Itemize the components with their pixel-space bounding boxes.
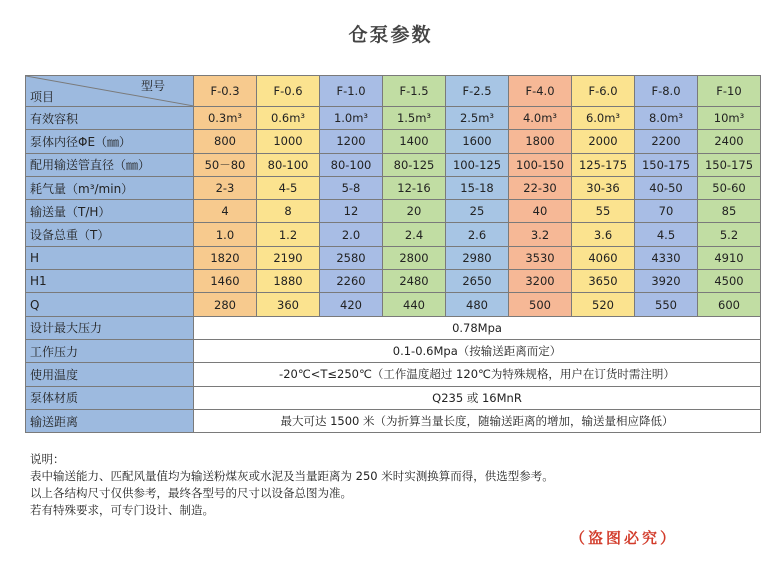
table-cell: 22-30 [509,176,572,199]
table-cell: 3530 [509,246,572,269]
table-cell: 3.6 [572,223,635,246]
table-cell: 80-100 [320,153,383,176]
table-cell: 2400 [698,130,761,153]
table-cell: 1880 [257,270,320,293]
table-row [26,293,761,316]
table-cell: 20 [383,200,446,223]
table-cell: 4910 [698,246,761,269]
table-cell: 280 [194,293,257,316]
table-cell: 5-8 [320,176,383,199]
table-cell: 8.0m³ [635,107,698,130]
table-row [26,246,761,269]
header-row [26,76,761,107]
table-row [26,130,761,153]
page-title: 仓泵参数 [348,24,433,46]
row-label: Q [26,293,194,316]
table-cell: 1000 [257,130,320,153]
table-cell: 2200 [635,130,698,153]
model-header: F-1.0 [320,76,383,107]
corner-model-label: 型号 [140,79,165,93]
model-header: F-0.6 [257,76,320,107]
model-header: F-4.0 [509,76,572,107]
table-cell: 1820 [194,246,257,269]
table-cell: 4-5 [257,176,320,199]
table-cell: 550 [635,293,698,316]
spanning-cell: 0.78Mpa [194,316,761,339]
table-cell: 80-100 [257,153,320,176]
table-cell: 150-175 [635,153,698,176]
table-cell: 1460 [194,270,257,293]
table-cell: 420 [320,293,383,316]
table-cell: 55 [572,200,635,223]
pump-spec-table [25,75,761,433]
table-cell: 500 [509,293,572,316]
table-cell: 520 [572,293,635,316]
spanning-cell: Q235 或 16MnR [194,386,761,409]
table-cell: 0.3m³ [194,107,257,130]
table-cell: 30-36 [572,176,635,199]
table-cell: 3650 [572,270,635,293]
table-cell: 8 [257,200,320,223]
table-row [26,107,761,130]
table-cell: 40 [509,200,572,223]
corner-item-label: 项目 [30,90,55,104]
model-header: F-10 [698,76,761,107]
table-cell: 2000 [572,130,635,153]
table-cell: 2.5m³ [446,107,509,130]
model-header: F-2.5 [446,76,509,107]
table-cell: 10m³ [698,107,761,130]
notes [30,451,554,519]
table-cell: 2480 [383,270,446,293]
table-cell: 50-60 [698,176,761,199]
table-cell: 5.2 [698,223,761,246]
table-cell: 85 [698,200,761,223]
table-cell: 4.5 [635,223,698,246]
row-label: 设备总重（T） [26,223,194,246]
table-cell: 100-125 [446,153,509,176]
table-cell: 2800 [383,246,446,269]
row-label: 泵体内径ΦE（㎜） [26,130,194,153]
note-line: 表中输送能力、匹配风量值均为输送粉煤灰或水泥及当量距离为 250 米时实测换算而得，供选型参考。 [30,469,554,483]
table-row [26,270,761,293]
spanning-cell: -20℃<T≤250℃（工作温度超过 120℃为特殊规格，用户在订货时需注明） [194,363,761,386]
model-header: F-6.0 [572,76,635,107]
model-header: F-1.5 [383,76,446,107]
row-label: 泵体材质 [26,386,194,409]
table-cell: 4060 [572,246,635,269]
table-cell: 2980 [446,246,509,269]
note-line: 说明： [30,452,65,466]
table-cell: 25 [446,200,509,223]
table-cell: 12-16 [383,176,446,199]
table-cell: 1.5m³ [383,107,446,130]
table-cell: 125-175 [572,153,635,176]
row-label: 输送距离 [26,409,194,432]
table-cell: 2190 [257,246,320,269]
table-cell: 360 [257,293,320,316]
table-cell: 800 [194,130,257,153]
table-cell: 12 [320,200,383,223]
table-cell: 150-175 [698,153,761,176]
table-cell: 2580 [320,246,383,269]
table-cell: 1.0 [194,223,257,246]
table-cell: 40-50 [635,176,698,199]
corner-cell [26,76,194,107]
table-cell: 15-18 [446,176,509,199]
table-row [26,200,761,223]
table-cell: 80-125 [383,153,446,176]
table-row [26,176,761,199]
row-label: H1 [26,270,194,293]
model-header: F-0.3 [194,76,257,107]
table-cell: 1.0m³ [320,107,383,130]
table-cell: 440 [383,293,446,316]
table-cell: 4 [194,200,257,223]
table-row [26,363,761,386]
table-cell: 1.2 [257,223,320,246]
table-row [26,386,761,409]
table-cell: 2650 [446,270,509,293]
table-cell: 50－80 [194,153,257,176]
row-label: 工作压力 [26,339,194,362]
table-cell: 6.0m³ [572,107,635,130]
table-cell: 4.0m³ [509,107,572,130]
table-row [26,316,761,339]
table-cell: 0.6m³ [257,107,320,130]
table-cell: 3200 [509,270,572,293]
table-cell: 2.0 [320,223,383,246]
note-line: 若有特殊要求，可专门设计、制造。 [30,503,214,517]
table-row [26,409,761,432]
table-cell: 3920 [635,270,698,293]
row-label: 耗气量（m³/min） [26,176,194,199]
row-label: 配用输送管直径（㎜） [26,153,194,176]
table-cell: 600 [698,293,761,316]
table-cell: 70 [635,200,698,223]
row-label: 有效容积 [26,107,194,130]
table-row [26,153,761,176]
table-row [26,339,761,362]
table-cell: 1800 [509,130,572,153]
row-label: 使用温度 [26,363,194,386]
table-cell: 480 [446,293,509,316]
table-cell: 2260 [320,270,383,293]
table-cell: 3.2 [509,223,572,246]
row-label: 设计最大压力 [26,316,194,339]
note-line: 以上各结构尺寸仅供参考，最终各型号的尺寸以设备总图为准。 [30,486,352,500]
table-cell: 2-3 [194,176,257,199]
table-body [26,76,761,433]
table-cell: 4330 [635,246,698,269]
table-cell: 4500 [698,270,761,293]
spanning-cell: 最大可达 1500 米（为折算当量长度，随输送距离的增加，输送量相应降低） [194,409,761,432]
model-header: F-8.0 [635,76,698,107]
table-cell: 1600 [446,130,509,153]
copyright-stamp: （盗图必究） [570,529,679,547]
spanning-cell: 0.1-0.6Mpa（按输送距离而定） [194,339,761,362]
table-cell: 2.6 [446,223,509,246]
table-row [26,223,761,246]
row-label: H [26,246,194,269]
table-cell: 1400 [383,130,446,153]
row-label: 输送量（T/H） [26,200,194,223]
table-cell: 2.4 [383,223,446,246]
table-cell: 100-150 [509,153,572,176]
table-cell: 1200 [320,130,383,153]
